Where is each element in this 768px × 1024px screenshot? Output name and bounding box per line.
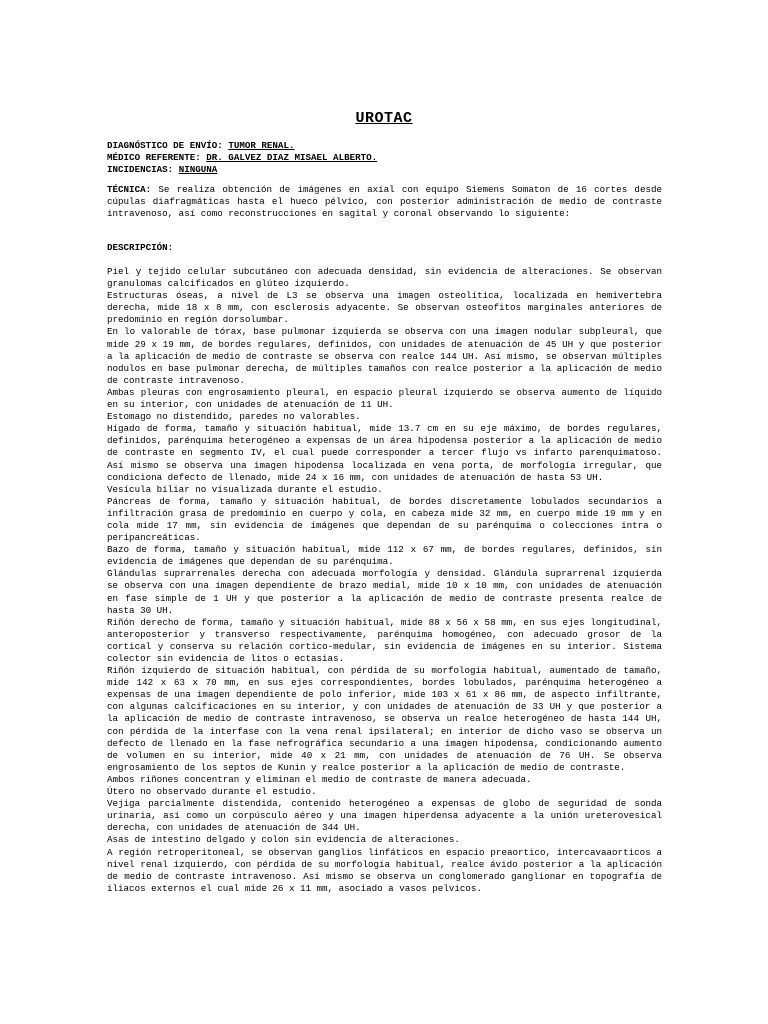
incidents-line bbox=[107, 164, 662, 176]
paragraph-gallbladder: Vesícula biliar no visualizada durante el estudio. bbox=[107, 483, 383, 495]
paragraph-bones: Estructuras óseas, a nivel de L3 se observa una imagen osteolítica, localizada en hemivertebra derecha, mide 18 x 8 mm, con esclerosis adyacente. Se observan osteofitos marginales anteriores de predominio en región dorsolumbar. bbox=[107, 290, 662, 326]
technique-section bbox=[107, 184, 662, 220]
paragraph-uterus: Útero no observado durante el estudio. bbox=[107, 786, 317, 798]
physician-value: DR. GALVEZ DIAZ MISAEL ALBERTO. bbox=[206, 152, 378, 163]
paragraph-intestine: Asas de intestino delgado y colon sin evidencia de alteraciones. bbox=[107, 834, 460, 846]
description-heading: DESCRIPCIÓN: bbox=[107, 242, 174, 253]
paragraph-liver: Hígado de forma, tamaño y situación habitual, mide 13.7 cm en su eje máximo, de bordes regulares, definidos, parénquima heterogéneo a expensas de un área hipodensa posterior a la aplicación de medio de contraste en segmento IV, el cual puede corresponder a tercer flujo vs infarto parenquimatoso. Así mismo se observa una imagen hipodensa localizada en vena porta, de morfología irregular, que condiciona defecto de llenado, mide 24 x 16 mm, con unidades de atenuación de hasta 53 UH. bbox=[107, 423, 662, 483]
physician-line bbox=[107, 152, 662, 164]
diagnosis-line bbox=[107, 140, 662, 152]
paragraph-adrenals: Glándulas suprarrenales derecha con adecuada morfología y densidad. Glándula suprarrenal izquierda se observa con una imagen dependiente de brazo medial, mide 10 x 10 mm, con unidades de atenuación en fase simple de 1 UH y que posterior a la aplicación de medio de contraste presenta realce de hasta 30 UH. bbox=[107, 568, 662, 616]
diagnosis-value: TUMOR RENAL. bbox=[228, 140, 295, 151]
incidents-label: INCIDENCIAS: bbox=[107, 164, 174, 175]
paragraph-right-kidney: Riñón derecho de forma, tamaño y situación habitual, mide 88 x 56 x 58 mm, en sus ejes longitudinal, anteroposterior y transverso respectivamente, parénquima homogéneo, con adecuado grosor de la cortical y conserva su relación cortico-medular, sin evidencia de imágenes en su interior. Sistema colector sin evidencia de litos o ectasias. bbox=[107, 616, 662, 664]
report-title: UROTAC bbox=[355, 110, 413, 127]
paragraph-thorax: En lo valorable de tórax, base pulmonar izquierda se observa con una imagen nodular subpleural, que mide 29 x 19 mm, de bordes regulares, definidos, con unidades de atenuación de 45 UH y que posterior a la aplicación de medio de contraste se observa con realce 144 UH. Así mismo, se observan múltiples nodulos en base pulmonar derecha, de múltiples tamaños con realce posterior a la aplicación de medio de contraste intravenoso. bbox=[107, 326, 662, 386]
diagnosis-label: DIAGNÓSTICO DE ENVÍO: bbox=[107, 140, 223, 151]
physician-label: MÉDICO REFERENTE: bbox=[107, 152, 201, 163]
technique-text: Se realiza obtención de imágenes en axial con equipo Siemens Somaton de 16 cortes desde cúpulas diafragmáticas hasta el hueco pélvico, con posterior administración de medio de contraste intravenoso, así como reconstrucciones en sagital y coronal observando lo siguiente: bbox=[107, 184, 662, 220]
report-header bbox=[107, 140, 662, 176]
description-body bbox=[107, 266, 662, 895]
paragraph-spleen: Bazo de forma, tamaño y situación habitual, mide 112 x 67 mm, de bordes regulares, definidos, sin evidencia de imágenes que dependan de su parénquima. bbox=[107, 544, 662, 568]
paragraph-stomach: Estomago no distendido, paredes no valorables. bbox=[107, 411, 361, 423]
incidents-value: NINGUNA bbox=[178, 164, 218, 175]
paragraph-kidneys-function: Ambos riñones concentran y eliminan el medio de contraste de manera adecuada. bbox=[107, 773, 532, 785]
paragraph-retroperitoneum: A región retroperitoneal, se observan ganglios linfáticos en espacio preaortico, intercavaaorticos a nivel renal izquierdo, con pérdida de su morfología habitual, realce ávido posterior a la aplicación de medio de contraste intravenoso. Así mismo se observa un conglomerado ganglionar en topografía de iliacos externos el cual mide 26 x 11 mm, asociado a vasos pelvicos. bbox=[107, 846, 662, 894]
paragraph-pancreas: Páncreas de forma, tamaño y situación habitual, de bordes discretamente lobulados secundarios a infiltración grasa de predominio en cuerpo y cola, en cabeza mide 32 mm, en cuerpo mide 19 mm y en cola mide 17 mm, sin evidencia de imágenes que dependan de su parénquima o colecciones intra o peripancreáticas. bbox=[107, 495, 662, 544]
paragraph-left-kidney: Riñón izquierdo de situación habitual, con pérdida de su morfología habitual, aumentado de tamaño, mide 142 x 63 x 70 mm, en sus ejes correspondientes, bordes lobulados, parénquima heterogéneo a expensas de una imagen dependiente de polo inferior, mide 103 x 61 x 86 mm, de aspecto infiltrante, con algunas calcificaciones en su interior, y con unidades de atenuación de 33 UH y que posterior a la aplicación de medio de contraste intravenoso, se observa un realce heterogéneo de hasta 144 UH, con pérdida de la interfase con la vena renal ipsilateral; en interior de dicho vaso se observa un defecto de llenado en la fase nefrográfica secundario a una imagen hipodensa, condicionando aumento de volumen en su interior, mide 40 x 21 mm, con unidades de atenuación de 76 UH. Se observa engrosamiento de los septos de Kunin y realce posterior a la aplicación de medio de contraste. bbox=[107, 665, 662, 773]
paragraph-bladder: Vejiga parcialmente distendida, contenido heterogéneo a expensas de globo de seguridad de sonda urinaria, así como un corpúsculo aéreo y una imagen hiperdensa adyacente a la unión ureterovesical derecha, con unidades de atenuación de 344 UH. bbox=[107, 798, 662, 834]
paragraph-skin: Piel y tejido celular subcutáneo con adecuada densidad, sin evidencia de alteraciones. Se observan granulomas calcificados en glúteo izquierdo. bbox=[107, 266, 662, 290]
technique-label: TÉCNICA: bbox=[107, 184, 152, 195]
paragraph-pleura: Ambas pleuras con engrosamiento pleural, en espacio pleural izquierdo se observa aumento de líquido en su interior, con unidades de atenuación de 11 UH. bbox=[107, 386, 662, 411]
